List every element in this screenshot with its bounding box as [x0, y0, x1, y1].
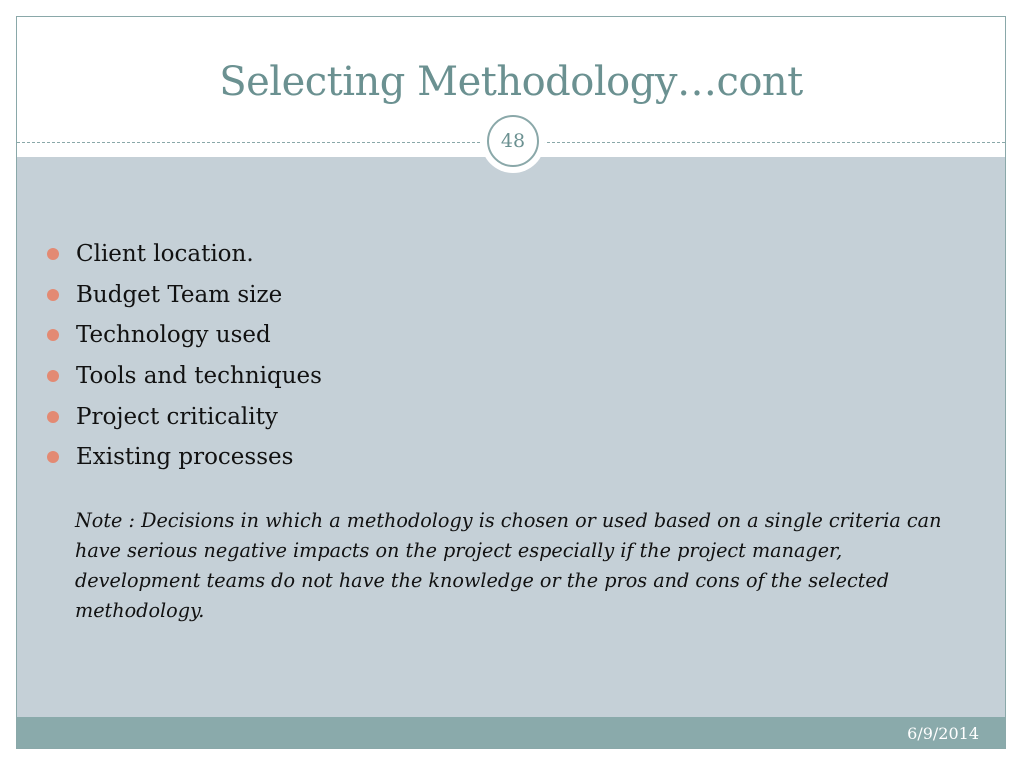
bullet-text: Client location.	[76, 241, 254, 267]
bullet-dot-icon	[47, 289, 59, 301]
bullet-dot-icon	[47, 248, 59, 260]
bullet-item	[47, 316, 322, 357]
bullet-text: Tools and techniques	[76, 363, 322, 390]
bullet-item	[47, 235, 322, 276]
bullet-item	[47, 276, 322, 317]
page-number: 48	[487, 115, 539, 167]
footer-bar	[17, 717, 1005, 749]
bullet-item	[47, 438, 322, 479]
bullet-text: Budget Team size	[76, 281, 283, 308]
footer-date: 6/9/2014	[907, 724, 979, 743]
page-number-badge	[481, 109, 545, 173]
slide-title: Selecting Methodology…cont	[219, 59, 803, 105]
bullet-dot-icon	[47, 329, 59, 341]
bullet-dot-icon	[47, 451, 59, 463]
bullet-text: Existing processes	[76, 444, 294, 471]
slide-frame	[16, 16, 1006, 749]
bullet-item	[47, 398, 322, 439]
bullet-text: Project criticality	[76, 403, 278, 430]
bullet-dot-icon	[47, 411, 59, 423]
note-text: Note : Decisions in which a methodology is chosen or used based on a single criteria can have serious negative impacts on the project especially if the project manager, development teams do not have the knowledge or the pros and cons of the selected methodology.	[75, 509, 942, 622]
bullet-item	[47, 357, 322, 398]
bullet-text: Technology used	[76, 322, 271, 349]
bullet-dot-icon	[47, 370, 59, 382]
bullet-list	[47, 235, 322, 479]
